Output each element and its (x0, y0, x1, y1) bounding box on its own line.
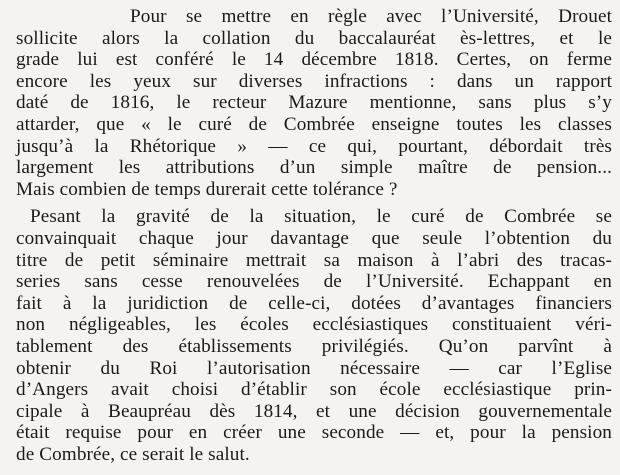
text-line: series sans cesse renouvelées de l’Université. Echappant en (16, 271, 612, 293)
text-line: de Combrée, ce serait le salut. (16, 443, 250, 465)
text-line: grade lui est conféré le 14 décembre 1818. Certes, on ferme (16, 49, 612, 71)
text-line: sollicite alors la collation du baccalauréat ès-lettres, et le (16, 27, 612, 49)
text-line: Pesant la gravité de la situation, le curé de Combrée se (30, 206, 612, 228)
text-line: jusqu’à la Rhétorique » — ce qui, pourtant, débordait très (16, 135, 612, 157)
text-line: non négligeables, les écoles ecclésiastiques constituaient véri- (16, 314, 612, 336)
text-line: tablement des établissements privilégiés. Qu’on parvînt à (16, 335, 612, 357)
text-line: Mais combien de temps durerait cette tolérance ? (16, 178, 398, 200)
text-line: daté de 1816, le recteur Mazure mentionne, sans plus s’y (16, 92, 612, 114)
text-line: d’Angers avait choisi d’établir son école ecclésiastique prin- (16, 379, 612, 401)
text-line: encore les yeux sur diverses infractions : dans un rapport (16, 70, 612, 92)
text-line: convainquait chaque jour davantage que seule l’obtention du (16, 227, 612, 249)
text-line: était requise pour en créer une seconde — et, pour la pension (16, 422, 612, 444)
text-line: cipale à Beaupréau dès 1814, et une décision gouvernementale (16, 400, 612, 422)
text-line: Pour se mettre en règle avec l’Université, Drouet (130, 6, 612, 27)
text-line: obtenir du Roi l’autorisation nécessaire — car l’Eglise (16, 357, 612, 379)
text-line: largement les attributions d’un simple maître de pension... (16, 157, 612, 179)
text-line: attarder, que « le curé de Combrée enseigne toutes les classes (16, 113, 612, 135)
paragraph-2 (16, 206, 612, 465)
text-line: titre de petit séminaire mettrait sa maison à l’abri des tracas- (16, 249, 612, 271)
text-line: fait à la juridiction de celle-ci, dotées d’avantages financiers (16, 292, 612, 314)
paragraph-1 (16, 6, 612, 200)
